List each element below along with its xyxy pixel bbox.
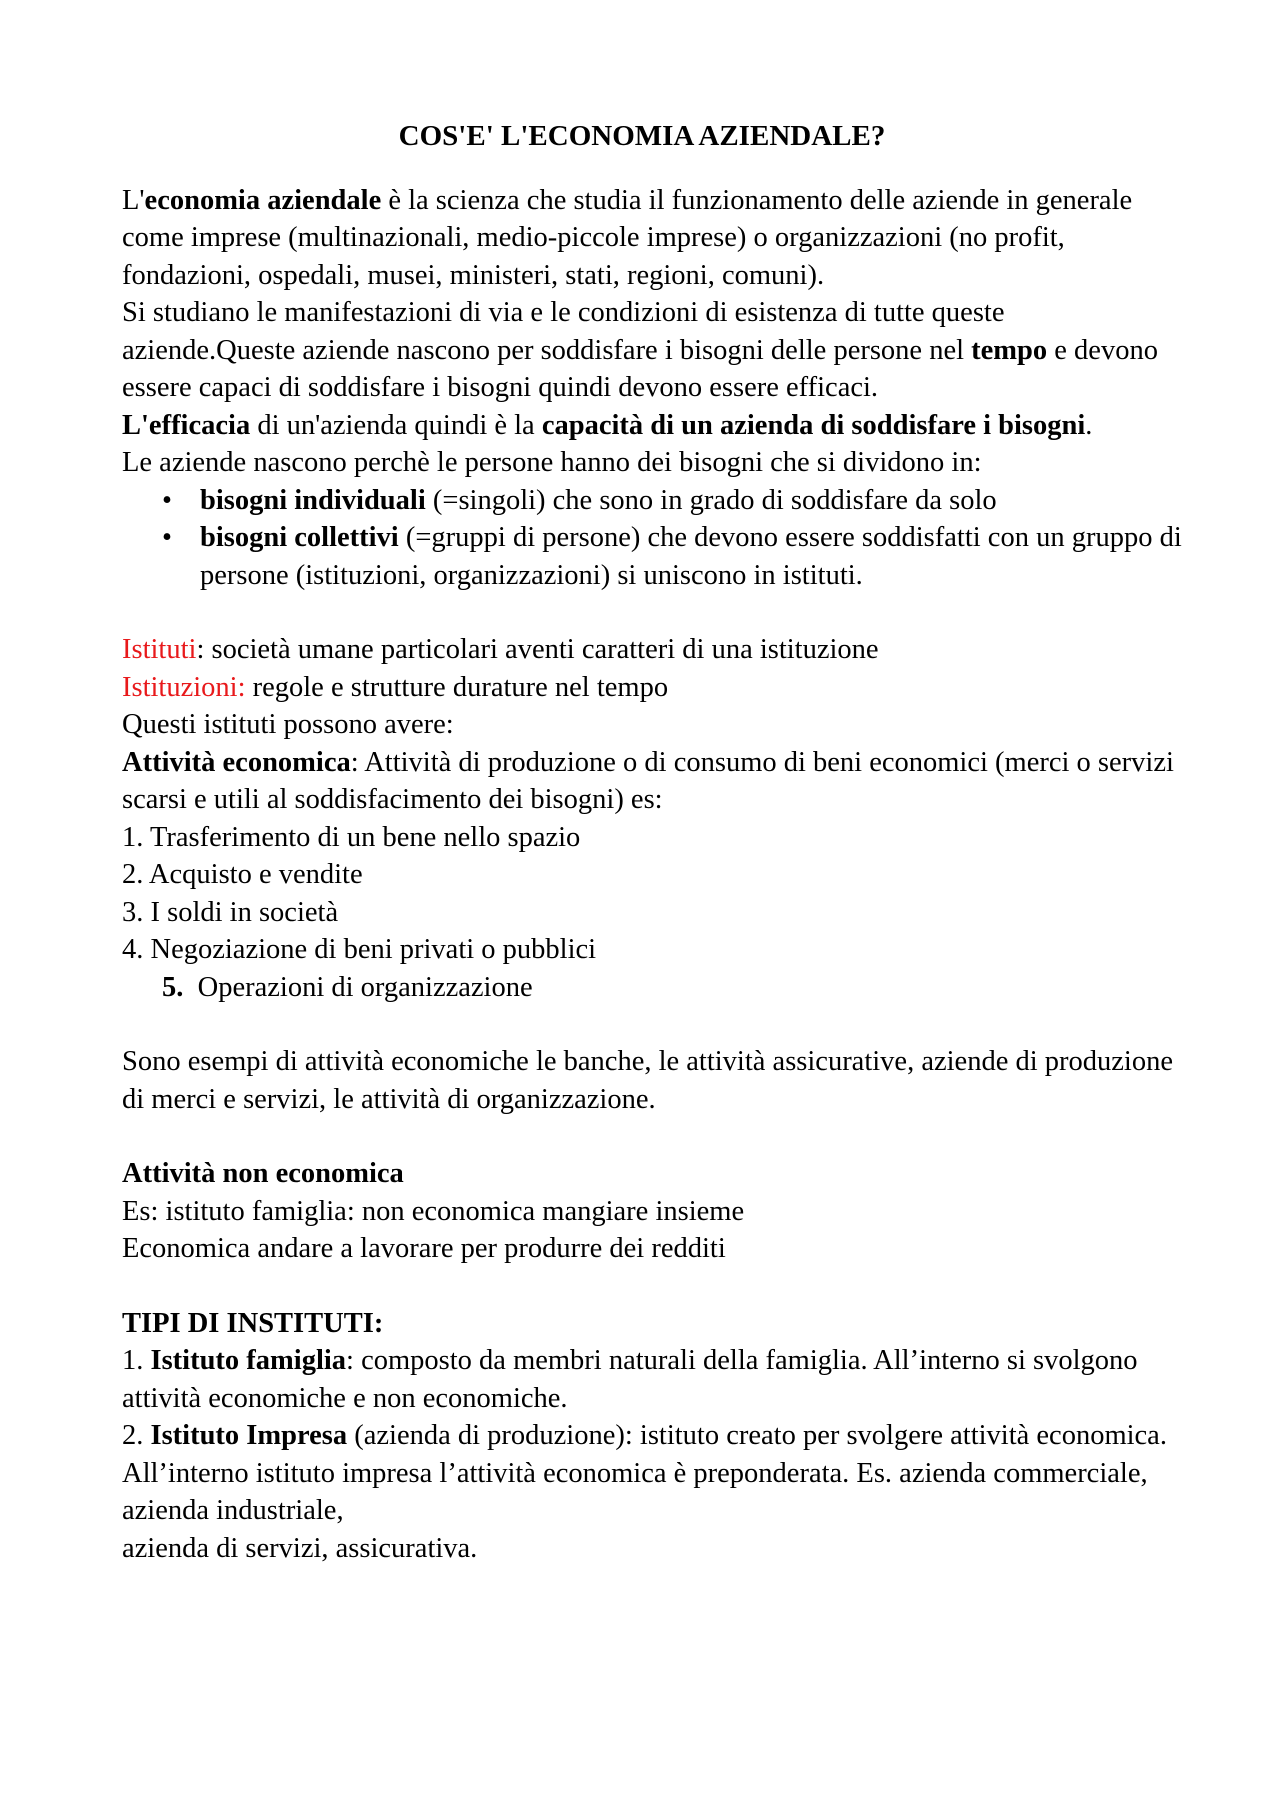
attivita-economica-paragraph bbox=[122, 744, 1182, 819]
intro-term: economia aziendale bbox=[144, 184, 382, 216]
list-item bbox=[122, 519, 1182, 594]
non-economica-line: Es: istituto famiglia: non economica mangiare insieme bbox=[122, 1195, 745, 1227]
spacer bbox=[122, 1268, 1182, 1305]
attivita-economica-term: Attività economica bbox=[122, 746, 351, 778]
spacer bbox=[122, 594, 1182, 631]
tipi-heading-text: TIPI DI INSTITUTI: bbox=[122, 1307, 384, 1339]
example-item: 3. I soldi in società bbox=[122, 896, 339, 928]
non-economica-heading-text: Attività non economica bbox=[122, 1158, 404, 1189]
bisogni-text: (=gruppi di persone) che devono essere soddisfatti con un gruppo di persone (istituzioni, organizzazioni) si uniscono in istituti. bbox=[200, 522, 1182, 591]
example-5-text: Operazioni di organizzazione bbox=[183, 971, 533, 1003]
document-page bbox=[122, 118, 1182, 1567]
study-text-before: Si studiano le manifestazioni di via e le condizioni di esistenza di tutte queste aziende.Queste aziende nascono per soddisfare i bisogni delle persone nel bbox=[122, 297, 1005, 366]
istituti-text: : società umane particolari aventi caratteri di una istituzione bbox=[196, 634, 879, 665]
intro-text: è la scienza che studia il funzionamento delle aziende in generale come imprese (multinazionali, medio-piccole imprese) o organizzazioni (no profit, fondazioni, ospedali, musei, ministeri, stati, regioni, comuni). bbox=[122, 184, 1133, 291]
tipi-item-number: 2. bbox=[122, 1420, 151, 1451]
tipi-item-1 bbox=[122, 1342, 1182, 1417]
example-item: 2. Acquisto e vendite bbox=[122, 859, 363, 890]
intro-prefix: L' bbox=[122, 184, 145, 216]
tipi-heading bbox=[122, 1305, 1182, 1343]
example-item-5 bbox=[122, 969, 1182, 1007]
study-text-after: e devono essere capaci di soddisfare i bisogni quindi devono essere efficaci. bbox=[122, 334, 1158, 403]
efficacia-middle: di un'azienda quindi è la bbox=[250, 409, 542, 441]
list-item bbox=[122, 482, 1182, 520]
questi-line: Questi istituti possono avere: bbox=[122, 709, 454, 740]
example-5-number: 5. bbox=[162, 971, 184, 1003]
esempi-paragraph: Sono esempi di attività economiche le banche, le attività assicurative, aziende di produzione di merci e servizi, le attività di organizzazione. bbox=[122, 1046, 1173, 1115]
efficacia-term: L'efficacia bbox=[122, 409, 251, 441]
bisogni-list bbox=[122, 482, 1182, 595]
bisogni-term: bisogni individuali bbox=[200, 484, 426, 516]
study-bold: tempo bbox=[971, 334, 1048, 366]
bisogni-term: bisogni collettivi bbox=[200, 522, 399, 553]
spacer bbox=[122, 1118, 1182, 1155]
tipi-item-2-last-line: azienda di servizi, assicurativa. bbox=[122, 1532, 478, 1564]
intro-paragraph bbox=[122, 182, 1182, 295]
bisogni-text: (=singoli) che sono in grado di soddisfare da solo bbox=[425, 484, 997, 516]
tipi-item-number: 1. bbox=[122, 1345, 151, 1376]
efficacia-end: . bbox=[1085, 409, 1093, 441]
tipi-item-text: : composto da membri naturali della famiglia. All’interno si svolgono attività economiche e non economiche. bbox=[122, 1345, 1138, 1414]
bisogni-intro: Le aziende nascono perchè le persone hanno dei bisogni che si dividono in: bbox=[122, 447, 982, 478]
istituti-term: Istituti bbox=[122, 634, 197, 665]
study-paragraph bbox=[122, 294, 1182, 407]
istituzioni-definition bbox=[122, 669, 1182, 707]
spacer bbox=[122, 1006, 1182, 1043]
istituti-definition bbox=[122, 631, 1182, 669]
tipi-item-2 bbox=[122, 1417, 1182, 1530]
efficacia-definition: capacità di un azienda di soddisfare i bisogni bbox=[541, 409, 1086, 441]
non-economica-line: Economica andare a lavorare per produrre dei redditi bbox=[122, 1233, 726, 1264]
attivita-economica-text: : Attività di produzione o di consumo di beni economici (merci o servizi scarsi e utili al soddisfacimento dei bisogni) es: bbox=[122, 746, 1174, 815]
page-title: COS'E' L'ECONOMIA AZIENDALE? bbox=[398, 120, 886, 152]
example-item: 4. Negoziazione di beni privati o pubblici bbox=[122, 934, 597, 965]
efficacia-paragraph bbox=[122, 407, 1182, 445]
istituzioni-text: regole e strutture durature nel tempo bbox=[245, 671, 669, 703]
tipi-item-term: Istituto famiglia bbox=[150, 1345, 347, 1376]
non-economica-heading bbox=[122, 1155, 1182, 1193]
istituzioni-term: Istituzioni: bbox=[122, 671, 246, 703]
tipi-item-text: (azienda di produzione): istituto creato per svolgere attività economica. All’interno istituto impresa l’attività economica è preponderata. Es. azienda commerciale, azienda industriale, bbox=[122, 1420, 1167, 1526]
tipi-item-term: Istituto Impresa bbox=[150, 1420, 348, 1451]
example-item: 1. Trasferimento di un bene nello spazio bbox=[122, 821, 581, 853]
